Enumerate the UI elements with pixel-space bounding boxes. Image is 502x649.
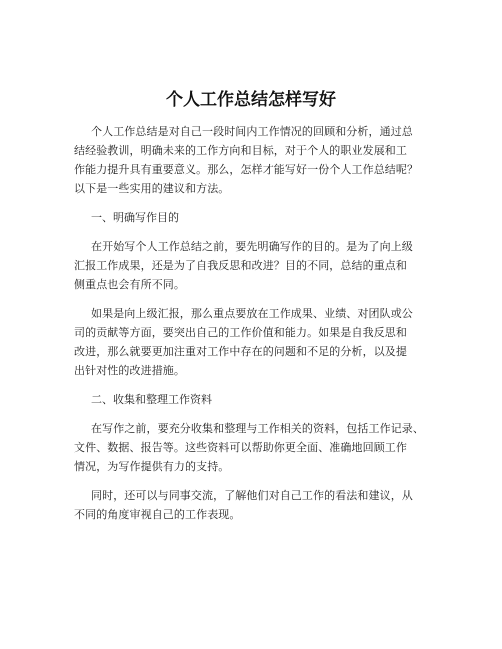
text-line: 在写作之前，要充分收集和整理与工作相关的资料，包括工作记录、	[91, 422, 424, 435]
text-line: 以下是一些实用的建议和方法。	[74, 182, 230, 195]
text-line: 改进，那么就要更加注重对工作中存在的问题和不足的分析，以及提	[74, 345, 407, 358]
spacer	[74, 476, 444, 486]
paragraph	[74, 122, 444, 198]
text-line: 汇报工作成果，还是为了自我反思和改进？目的不同，总结的重点和	[74, 259, 407, 272]
text-line: 在开始写个人工作总结之前，要先明确写作的目的。是为了向上级	[91, 240, 413, 253]
text-line: 不同的角度审视自己的工作表现。	[74, 508, 241, 521]
text-line: 司的贡献等方面，要突出自己的工作价值和能力。如果是自我反思和	[74, 326, 407, 339]
text-line: 个人工作总结是对自己一段时间内工作情况的回顾和分析，通过总	[91, 125, 413, 138]
text-line: 文件、数据、报告等。这些资料可以帮助你更全面、准确地回顾工作	[74, 441, 407, 454]
document-body	[74, 122, 444, 524]
text-line: 情况，为写作提供有力的支持。	[74, 460, 230, 473]
paragraph	[74, 237, 444, 294]
paragraph	[74, 304, 444, 380]
text-line: 作能力提升具有重要意义。那么，怎样才能写好一份个人工作总结呢？	[74, 163, 419, 176]
text-line: 侧重点也会有所不同。	[74, 278, 185, 291]
spacer	[74, 294, 444, 304]
spacer	[74, 227, 444, 237]
text-line: 同时，还可以与同事交流，了解他们对自己工作的看法和建议，从	[91, 489, 413, 502]
paragraph	[74, 486, 444, 524]
spacer	[74, 198, 444, 208]
text-line: 结经验教训，明确未来的工作方向和目标，对于个人的职业发展和工	[74, 144, 407, 157]
spacer	[74, 409, 444, 419]
document-title: 个人工作总结怎样写好	[166, 90, 336, 110]
spacer	[74, 380, 444, 390]
paragraph	[74, 419, 444, 476]
text-line: 如果是向上级汇报，那么重点要放在工作成果、业绩、对团队或公	[91, 307, 413, 320]
section-heading: 二、收集和整理工作资料	[91, 393, 212, 406]
section-heading: 一、明确写作目的	[91, 211, 179, 224]
text-line: 出针对性的改进措施。	[74, 364, 185, 377]
